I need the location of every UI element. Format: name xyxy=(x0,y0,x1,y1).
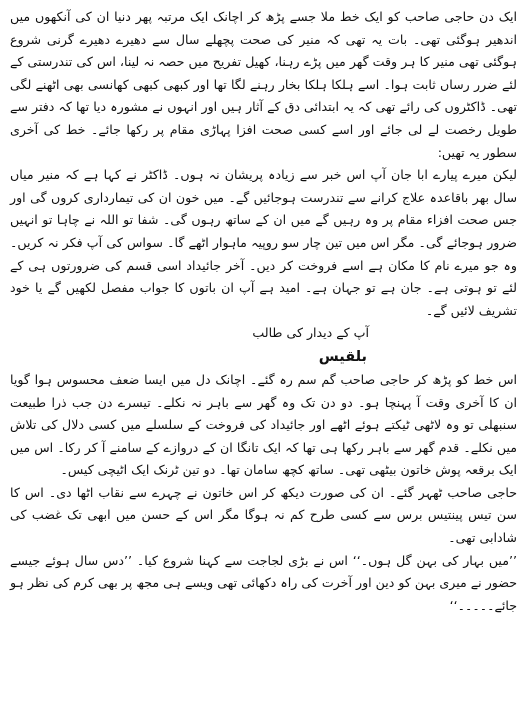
letter-closing: آپ کے دیدار کی طالب xyxy=(252,325,369,341)
story-paragraph-2: حاجی صاحب ٹھہر گئے۔ ان کی صورت دیکھ کر اس خاتون نے چہرے سے نقاب اٹھا دی۔ اس کا سن تیس پینتیس برس سے کسی طرح کم نہ ہوگا مگر اس کے حسن میں ابھی تک غضب کی شادابی تھی۔ xyxy=(10,484,517,546)
letter-body: لیکن میرے پیارے ابا جان آپ اس خبر سے زیادہ پریشان نہ ہوں۔ ڈاکٹر نے کہا ہے کہ منیر میاں سال بھر باقاعدہ علاج کرانے سے تندرست ہوجائیں گے۔ میں خون ان کی تیمارداری کروں گی اور جس صحت افزاء مقام پر وہ رہیں گے میں ان کے ساتھ رہوں گی۔ شفا تو اللہ نے چاہا تو انہیں ضرور ہوجائے گی۔ مگر اس میں تین چار سو روپیہ ماہوار اٹھے گا۔ سواس کی آپ فکر نہ کریں۔ وہ جو میرے نام کا مکان ہے اسے فروخت کر دیں۔ آخر جائیداد اسی قسم کی ضرورتوں ہی کے لئے تو ہوتی ہے۔ جان ہے تو جہان ہے۔ امید ہے آپ ان باتوں کا جواب مفصل لکھیں گے یا خود تشریف لائیں گے۔ xyxy=(10,167,517,318)
letter-signature: بلقیس xyxy=(318,348,367,365)
story-paragraph-3: ’’میں بہار کی بہن گل ہوں۔‘‘ اس نے بڑی لجاجت سے کہنا شروع کیا۔ ’’دس سال ہوئے جیسے حضور نے میری بہن کو دین اور آخرت کی راہ دکھائی تھی ویسے ہی مجھ پر بھی کرم کی نظر ہو جائے۔۔۔۔۔‘‘ xyxy=(10,552,517,613)
story-paragraph-1: اس خط کو پڑھ کر حاجی صاحب گم سم رہ گئے۔ اچانک دل میں ایسا ضعف محسوس ہوا گویا ان کا آخری وقت آ پہنچا ہو۔ دو دن تک وہ گھر سے باہر نہ نکلے۔ تیسرے دن جب ذرا طبیعت سنبھلی تو وہ لاٹھی ٹیکتے ہوئے اٹھے اور جائیداد کی فروخت کے سلسلے میں کسی دلال کی تلاش میں نکلے۔ قدم گھر سے باہر رکھا ہی تھا کہ ایک تانگا ان کے دروازے کے سامنے آ کر رکا۔ اس میں ایک برقعہ پوش خاتون بیٹھی تھی۔ ساتھ کچھ سامان تھا۔ دو تین ٹرنک ایک اٹیچی کیس۔ xyxy=(10,371,517,478)
opening-paragraph: ایک دن حاجی صاحب کو ایک خط ملا جسے پڑھ کر اچانک ایک مرتبہ پھر دنیا ان کی آنکھوں میں اندھیر ہوگئی تھی۔ بات یہ تھی کہ منیر کی صحت پچھلے سال سے دھیرے دھیرے گرنی شروع ہوگئی تھی منیر کا ہر وقت گھر میں پڑے رہنا، کھیل تفریح میں حصہ نہ لینا، اس کی تندرستی کے لئے ضرر رساں ثابت ہوا۔ اسے ہلکا ہلکا بخار رہنے لگا تھا اور کبھی کبھی کھانسی بھی اٹھنے لگی تھی۔ ڈاکٹروں کی رائے تھی کہ یہ ابتدائی دق کے آثار ہیں اور انہوں نے مشورہ دیا تھا کہ دفتر سے طویل رخصت لے لی جائے اور اسے کسی صحت افزا پہاڑی مقام پر رکھا جائے۔ خط کی آخری سطور یہ تھیں: xyxy=(10,9,517,160)
